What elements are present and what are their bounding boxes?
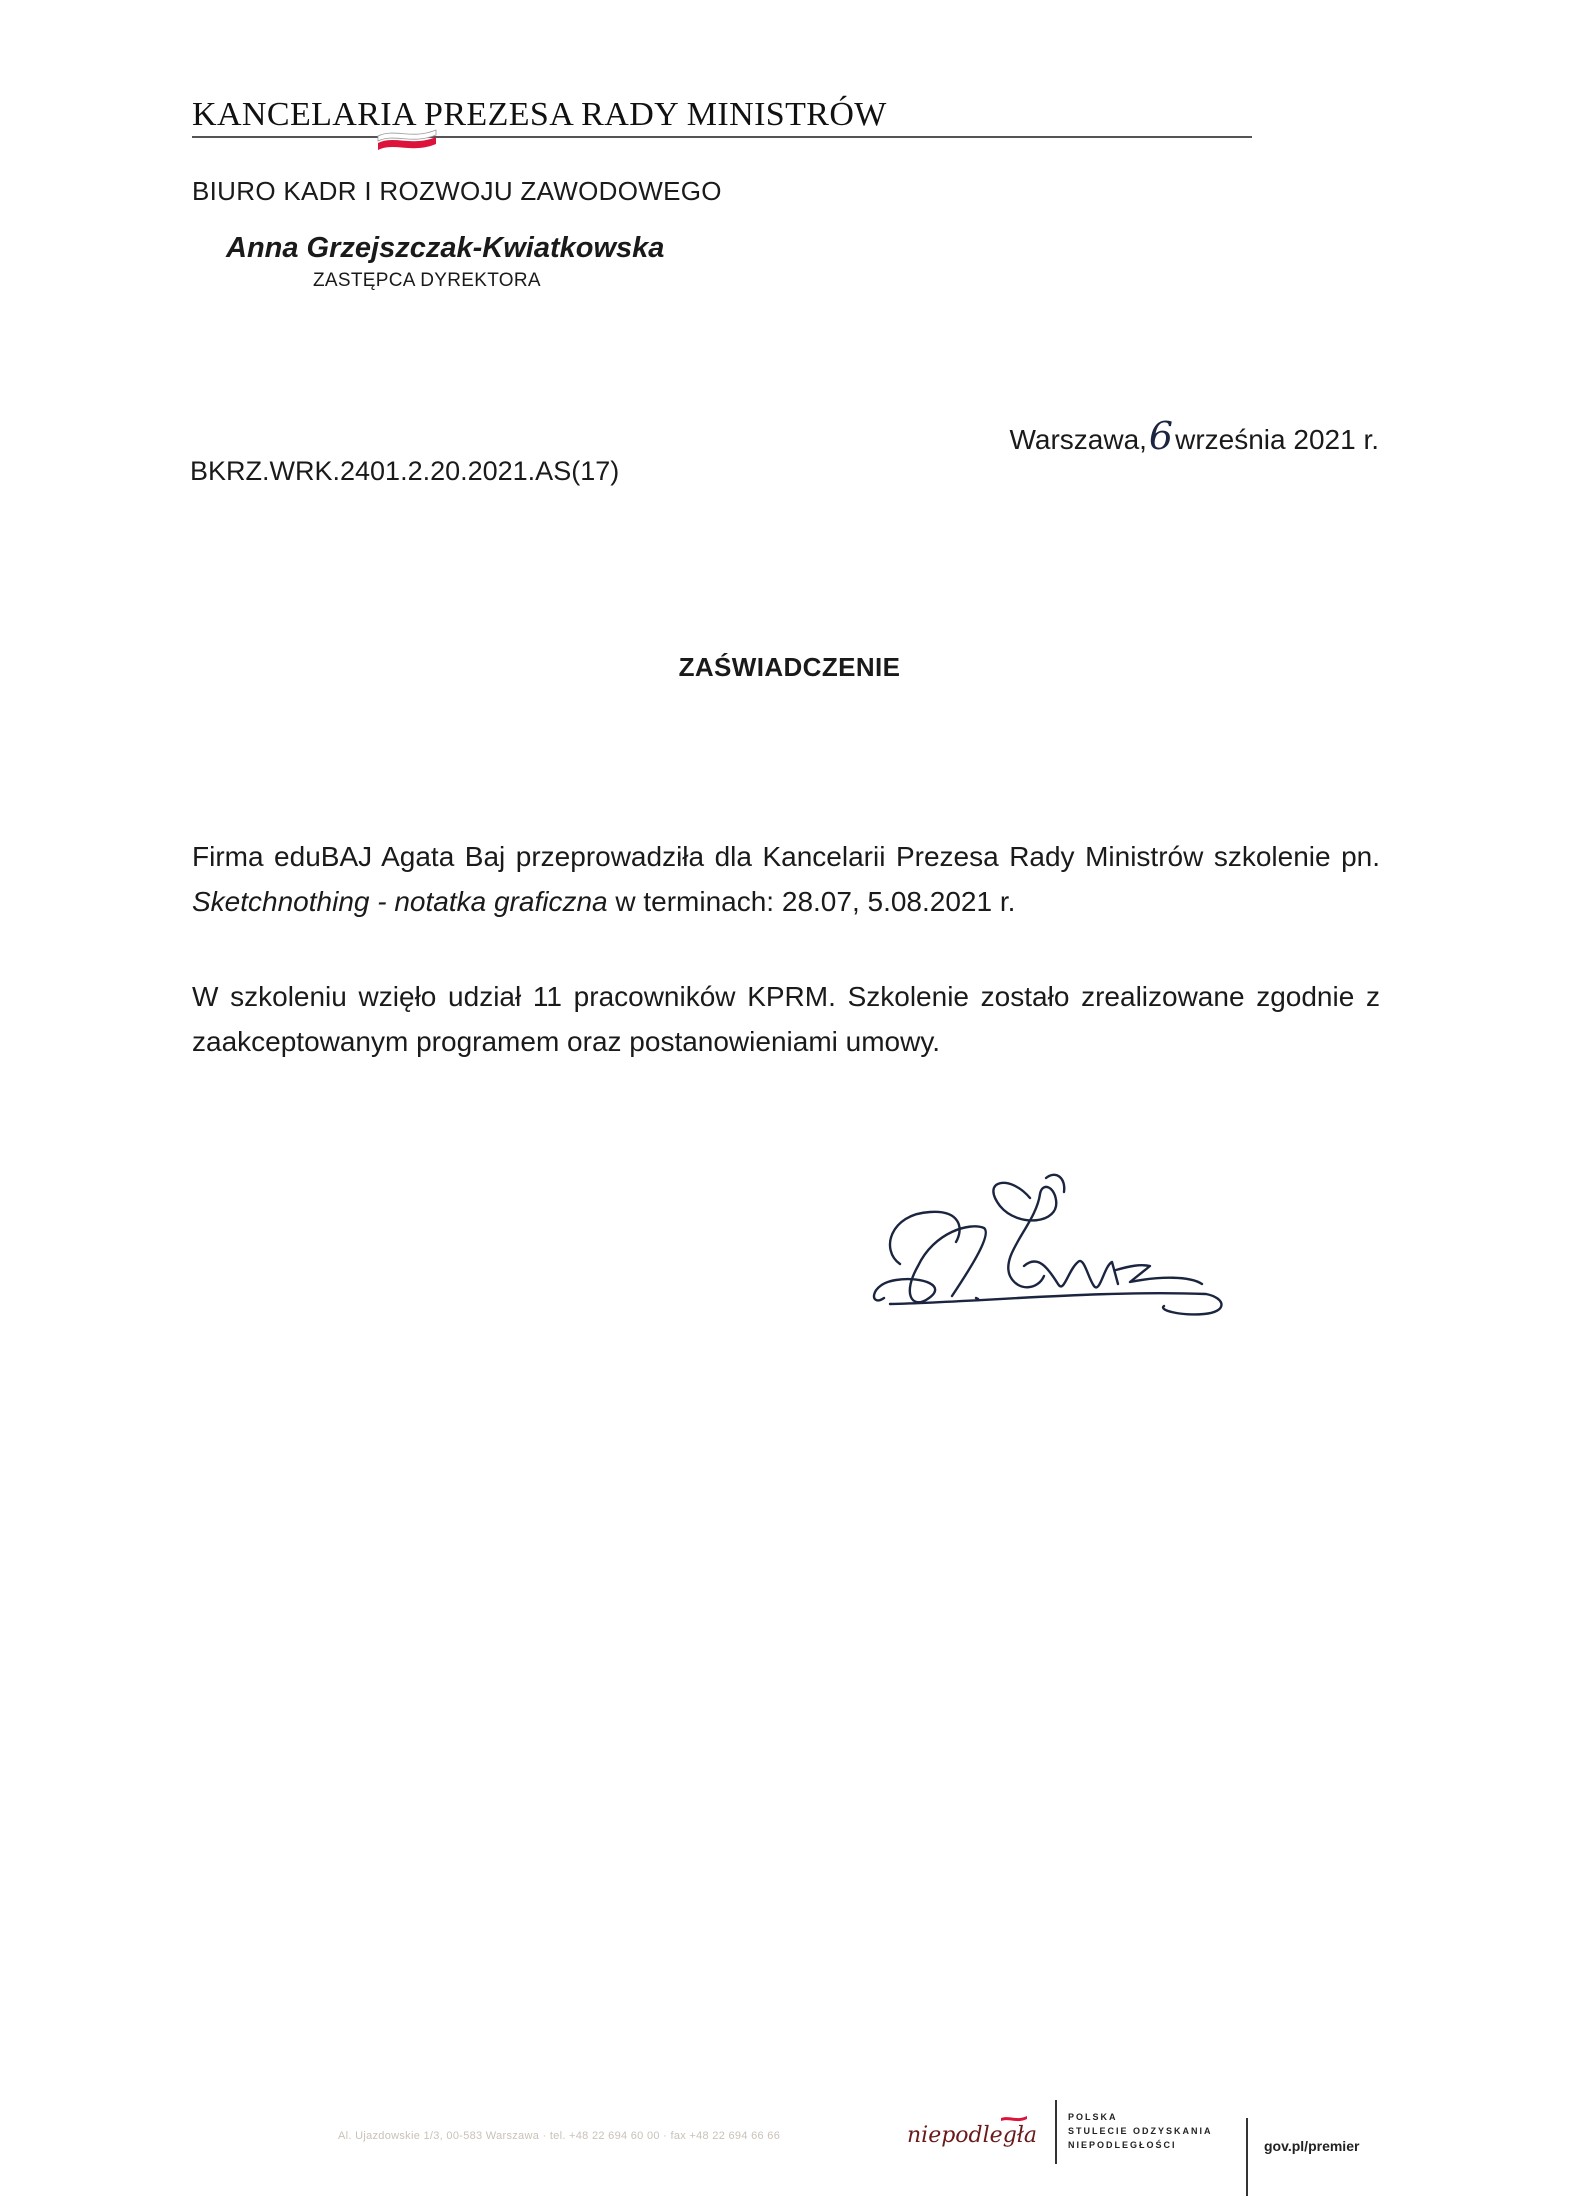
training-name: Sketchnothing - notatka graficzna xyxy=(192,886,608,917)
body-paragraph-1 xyxy=(192,834,1380,924)
handwritten-signature xyxy=(860,1158,1240,1338)
flag-white-stripe xyxy=(378,130,436,141)
footer-website: gov.pl/premier xyxy=(1264,2138,1360,2154)
logo-flag-accent xyxy=(1001,2116,1027,2121)
centenary-label xyxy=(1068,2110,1213,2152)
document-title: ZAŚWIADCZENIE xyxy=(678,652,901,682)
signature-stroke-s-hook xyxy=(1046,1175,1064,1192)
signer-role: ZASTĘPCA DYREKTORA xyxy=(313,270,541,291)
logo-text: niepodległa xyxy=(907,2123,1038,2148)
signature-stroke-tail xyxy=(1116,1265,1202,1284)
date-city: Warszawa, xyxy=(1009,424,1147,455)
header-divider xyxy=(192,136,1252,138)
body-paragraph-2: W szkoleniu wzięło udział 11 pracowników KPRM. Szkolenie zostało zrealizowane zgodnie z zaakceptowanym programem oraz postanowieniami umowy. xyxy=(192,981,1380,1057)
date-month-year: września 2021 r. xyxy=(1175,424,1379,455)
footer-divider-1 xyxy=(1055,2100,1057,2164)
centenary-line-2: STULECIE ODZYSKANIA xyxy=(1068,2126,1213,2136)
signer-name: Anna Grzejszczak-Kwiatkowska xyxy=(226,232,665,264)
footer-address: Al. Ujazdowskie 1/3, 00-583 Warszawa · tel. +48 22 694 60 00 · fax +48 22 694 66 66 xyxy=(338,2130,781,2142)
signature-dot xyxy=(976,1298,978,1299)
date-day-handwritten: 6 xyxy=(1148,414,1174,458)
footer-divider-2 xyxy=(1246,2118,1248,2196)
reference-number: BKRZ.WRK.2401.2.20.2021.AS(17) xyxy=(190,456,620,486)
department-name: BIURO KADR I ROZWOJU ZAWODOWEGO xyxy=(192,176,722,206)
centenary-line-3: NIEPODLEGŁOŚCI xyxy=(1068,2140,1177,2150)
date-line xyxy=(1009,414,1379,458)
p1-text-end: w terminach: 28.07, 5.08.2021 r. xyxy=(607,886,1016,917)
p1-text-start: Firma eduBAJ Agata Baj przeprowadziła dla Kancelarii Prezesa Rady Ministrów szkolenie pn. xyxy=(192,841,1380,872)
signature-underline xyxy=(890,1293,1222,1314)
centenary-line-1: POLSKA xyxy=(1068,2112,1118,2122)
organization-name: KANCELARIA PREZESA RADY MINISTRÓW xyxy=(192,96,887,133)
niepodlegla-logo xyxy=(905,2114,1045,2152)
signature-stroke-s xyxy=(993,1183,1056,1287)
flag-emblem-icon xyxy=(372,124,442,158)
